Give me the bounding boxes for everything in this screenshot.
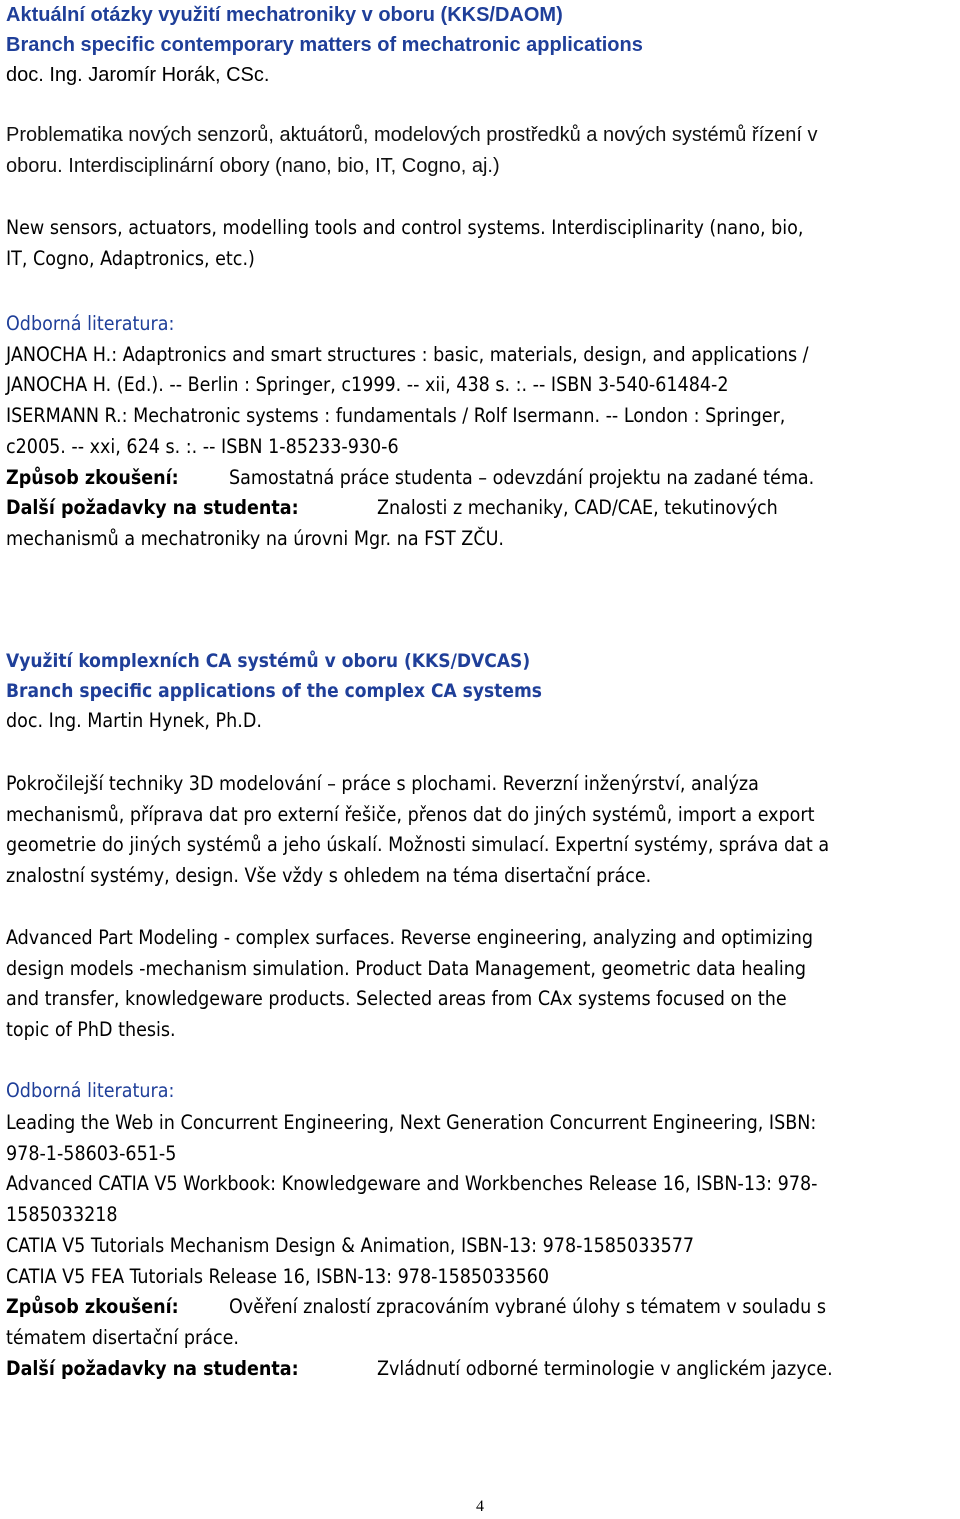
literature-item: ISERMANN R.: Mechatronic systems : fundamentals / Rolf Isermann. -- London : Springer,: [6, 404, 786, 428]
literature-label: Odborná literatura:: [6, 1079, 175, 1102]
course2-header: [6, 646, 956, 737]
exam-label: Způsob zkoušení:: [6, 465, 179, 489]
literature-item: CATIA V5 FEA Tutorials Release 16, ISBN-13: 978-1585033560: [6, 1264, 550, 1288]
literature-item: JANOCHA H.: Adaptronics and smart structures : basic, materials, design, and applications /: [6, 342, 809, 366]
literature-item: CATIA V5 Tutorials Mechanism Design & Animation, ISBN-13: 978-1585033577: [6, 1233, 695, 1257]
annotation-line: New sensors, actuators, modelling tools and control systems. Interdisciplinarity (nano, bio,: [6, 216, 804, 239]
annotation-line: IT, Cogno, Adaptronics, etc.): [6, 246, 255, 270]
course2-title-cz: Využití komplexních CA systémů v oboru (KKS/DVCAS): [6, 650, 531, 672]
course2-title-en: Branch specific applications of the complex CA systems: [6, 680, 542, 702]
requirements-value: Zvládnutí odborné terminologie v anglickém jazyce.: [377, 1356, 833, 1380]
course1-header: [6, 0, 956, 90]
course1-annotation-en: [6, 213, 956, 274]
course1-title-en: Branch specific contemporary matters of mechatronic applications: [6, 34, 643, 56]
course1-lecturer: doc. Ing. Jaromír Horák, CSc.: [6, 64, 270, 86]
literature-label: Odborná literatura:: [6, 312, 175, 335]
requirements-value-cont: mechanismů a mechatroniky na úrovni Mgr. na FST ZČU.: [6, 526, 504, 550]
literature-item: Leading the Web in Concurrent Engineering, Next Generation Concurrent Engineering, ISBN:: [6, 1111, 817, 1134]
literature-item: c2005. -- xxi, 624 s. :. -- ISBN 1-85233-930-6: [6, 434, 399, 458]
requirements-label: Další požadavky na studenta:: [6, 1356, 299, 1380]
literature-item: JANOCHA H. (Ed.). -- Berlin : Springer, c1999. -- xii, 438 s. :. -- ISBN 3-540-61484-2: [6, 373, 729, 397]
exam-value: Ověření znalostí zpracováním vybrané úlohy s tématem v souladu s: [229, 1295, 826, 1319]
requirements-row: [6, 1354, 956, 1385]
requirements-value: Znalosti z mechaniky, CAD/CAE, tekutinových: [377, 496, 778, 520]
annotation-line: Pokročilejší techniky 3D modelování – práce s plochami. Reverzní inženýrství, analýza: [6, 772, 759, 795]
exam-label: Způsob zkoušení:: [6, 1295, 179, 1319]
literature-item: Advanced CATIA V5 Workbook: Knowledgeware and Workbenches Release 16, ISBN-13: 978-: [6, 1172, 818, 1196]
course1-literature: [6, 309, 956, 555]
course2-literature: [6, 1108, 956, 1384]
annotation-line: design models -mechanism simulation. Product Data Management, geometric data healing: [6, 956, 807, 980]
exam-row: [6, 463, 956, 494]
annotation-line: topic of PhD thesis.: [6, 1018, 176, 1042]
annotation-line: mechanismů, příprava dat pro externí řešiče, přenos dat do jiných systémů, import a export: [6, 802, 815, 826]
exam-value: Samostatná práce studenta – odevzdání projektu na zadané téma.: [229, 465, 815, 489]
annotation-line: and transfer, knowledgeware products. Selected areas from CAx systems focused on the: [6, 987, 787, 1011]
course2-annotation-cz: [6, 769, 956, 892]
annotation-line: znalostní systémy, design. Vše vždy s ohledem na téma disertační práce.: [6, 864, 652, 888]
annotation-line: Advanced Part Modeling - complex surfaces. Reverse engineering, analyzing and optimizing: [6, 926, 814, 949]
course1-title-cz: Aktuální otázky využití mechatroniky v oboru (KKS/DAOM): [6, 4, 563, 26]
requirements-row: [6, 493, 956, 524]
annotation-line: oboru. Interdisciplinární obory (nano, bio, IT, Cogno, aj.): [6, 155, 500, 177]
exam-row: [6, 1292, 956, 1323]
course1-annotation-cz: [6, 120, 956, 182]
course2-lecturer: doc. Ing. Martin Hynek, Ph.D.: [6, 709, 262, 732]
course2-literature-label-block: [6, 1076, 956, 1107]
literature-item: 978-1-58603-651-5: [6, 1141, 177, 1165]
course2-annotation-en: [6, 923, 956, 1046]
annotation-line: Problematika nových senzorů, aktuátorů, modelových prostředků a nových systémů řízení v: [6, 124, 818, 146]
exam-value-cont: tématem disertační práce.: [6, 1325, 239, 1349]
page-number: 4: [476, 1498, 484, 1515]
literature-item: 1585033218: [6, 1203, 118, 1227]
requirements-label: Další požadavky na studenta:: [6, 496, 299, 520]
annotation-line: geometrie do jiných systémů a jeho úskalí. Možnosti simulací. Expertní systémy, správa dat a: [6, 833, 830, 857]
